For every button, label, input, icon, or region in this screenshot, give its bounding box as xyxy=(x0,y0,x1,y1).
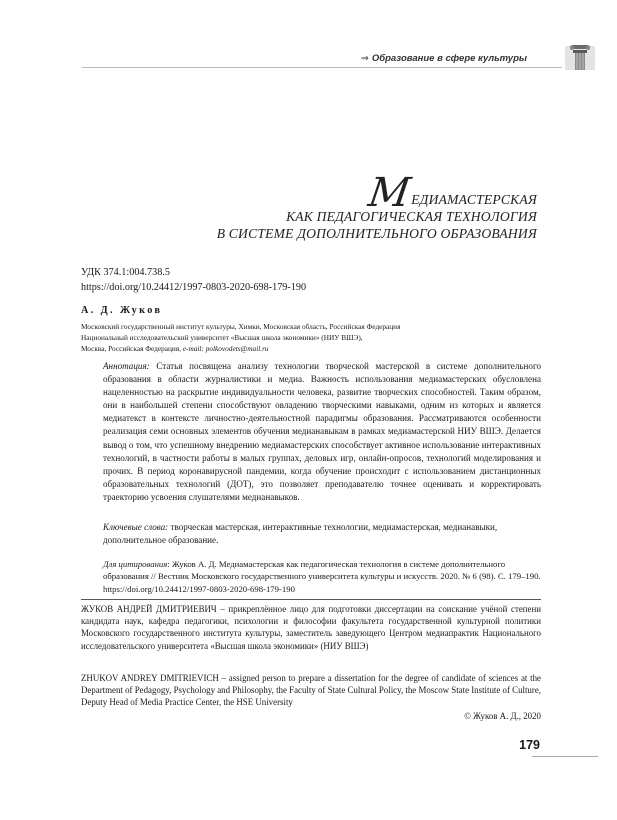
abstract-label: Аннотация: xyxy=(103,361,150,371)
abstract xyxy=(103,360,541,504)
author-affiliation xyxy=(81,321,541,354)
udc-code: УДК 374.1:004.738.5 xyxy=(81,267,170,278)
keywords xyxy=(103,521,541,547)
article-meta xyxy=(81,266,306,295)
author-bio-ru: ЖУКОВ АНДРЕЙ ДМИТРИЕВИЧ – прикреплённое лицо для подготовки диссертации на соискание учёной степени кандидата наук, кафедра педагогики, психологии и философии факультета государственной культурной политики Московского государственного института культуры, заместитель заведующего Центром медиапрактик Национального исследовательского университета «Высшая школа экономики» (НИУ ВШЭ) xyxy=(81,604,541,651)
footnote-divider xyxy=(81,599,541,600)
title-line-3: В СИСТЕМЕ ДОПОЛНИТЕЛЬНОГО ОБРАЗОВАНИЯ xyxy=(216,226,537,241)
affiliation-line-3 xyxy=(81,343,541,354)
abstract-text: Статья посвящена анализу технологии творческой мастерской в системе дополнительного образования в области журналистики и медиа. Важность использования медиамастерских обусловлена нацеленностью на раскрытие индивидуальности человека, развитие творческих способностей. Таким образом, они в наибольшей степени способствуют овладению творческими навыками, одним из которых и является медиатекст в контексте личностно-деятельностной парадигмы образования. Рассматриваются особенности реализация семи основных элементов обучения медианавыкам в рамках медиамастерской НИУ ВШЭ. Делается вывод о том, что успешному внедрению медиамастерских способствует активное использование интерактивных технологий, в частности работы в малых группах, деловых игр, онлайн-опросов, технологий моделирования и прочих. В период коронавирусной пандемии, когда обучение происходит с использованием дистанционных образовательных технологий (ДОТ), это позволяет преподавателю точнее оценивать и корректировать траекторию усвоения слушателями медианавыков. xyxy=(103,361,541,502)
bottom-rule xyxy=(532,756,598,757)
citation-text: : Жуков А. Д. Медиамастерская как педагогическая технология в системе дополнительного образования // Вестник Московского государственного университета культуры и искусств. 2020. № 6 (98). С. 179–190. https://doi.org/10.24412/1997-0803-2020-698-179-190 xyxy=(103,559,541,594)
title-line-1-rest: ЕДИАМАСТЕРСКАЯ xyxy=(411,192,537,207)
copyright: © Жуков А. Д., 2020 xyxy=(464,711,541,721)
keywords-text: творческая мастерская, интерактивные технологии, медиамастерская, медианавыки, дополнительное образование. xyxy=(103,522,498,546)
citation xyxy=(103,558,541,595)
title-line-1 xyxy=(217,170,537,216)
article-title xyxy=(216,170,537,242)
arrow-icon: ⇒ xyxy=(360,53,369,64)
author-email[interactable]: e-mail: polkovodets@mail.ru xyxy=(182,344,269,353)
page-header xyxy=(0,0,617,80)
section-name: Образование в сфере культуры xyxy=(371,53,527,64)
affiliation-line-2: Национальный исследовательский университет «Высшая школа экономики» (НИУ ВШЭ), xyxy=(81,333,363,342)
doi-link[interactable]: https://doi.org/10.24412/1997-0803-2020-698-179-190 xyxy=(81,281,307,293)
keywords-label: Ключевые слова: xyxy=(103,522,169,532)
citation-label: Для цитирования xyxy=(103,559,168,569)
section-title xyxy=(361,53,527,64)
affiliation-line-1: Московский государственный институт культуры, Химки, Московская область, Российская Федерация xyxy=(81,322,401,331)
column-capital-icon xyxy=(565,40,595,70)
title-dropcap: М xyxy=(365,170,414,216)
author-name: А. Д. Жуков xyxy=(81,305,163,316)
page-number: 179 xyxy=(519,738,540,752)
header-rule xyxy=(82,67,562,68)
title-line-2: КАК ПЕДАГОГИЧЕСКАЯ ТЕХНОЛОГИЯ xyxy=(286,209,537,224)
author-bio-en: ZHUKOV ANDREY DMITRIEVICH – assigned person to prepare a dissertation for the degree of candidate of sciences at the Department of Pedagogy, Psychology and Philosophy, the Faculty of State Cultural Policy, the Moscow State Institute of Culture, Deputy Head of Media Practice Center, the HSE University xyxy=(81,673,541,708)
affiliation-city: Москва, Российская Федерация, xyxy=(81,344,183,353)
